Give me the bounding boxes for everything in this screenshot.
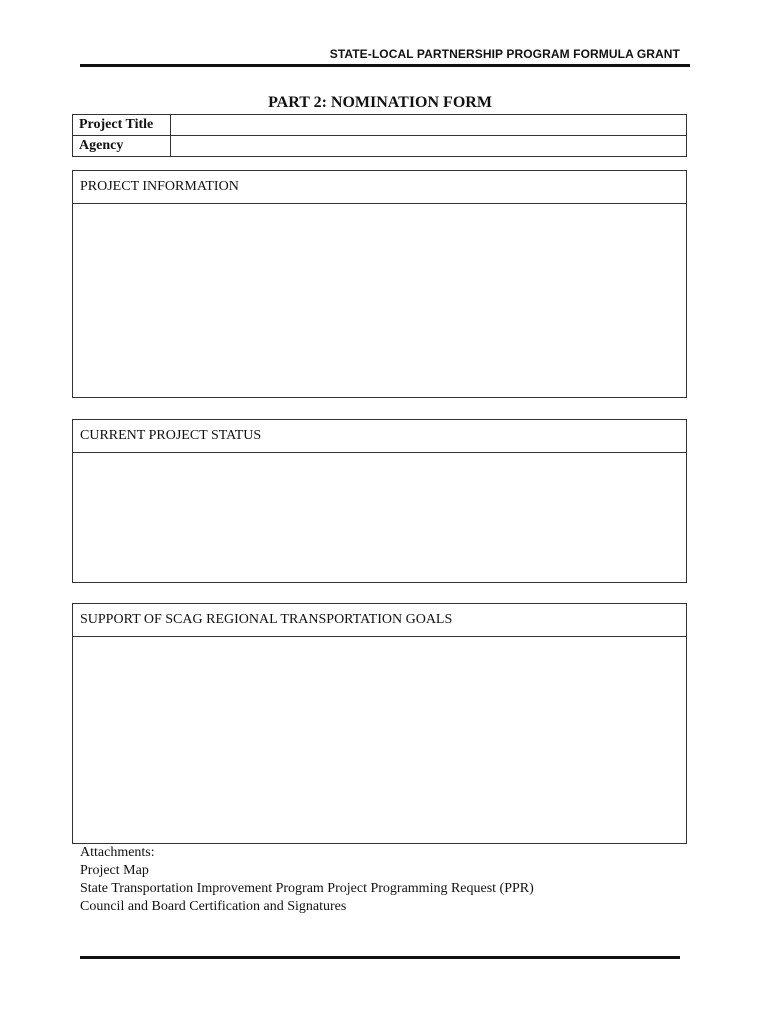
- attachment-item: Council and Board Certification and Signatures: [80, 899, 347, 914]
- footer-divider: [80, 956, 680, 959]
- header-divider: [80, 64, 690, 67]
- project-information-heading: PROJECT INFORMATION: [73, 171, 686, 204]
- agency-field[interactable]: [171, 136, 686, 156]
- project-information-section: [72, 170, 687, 398]
- project-title-cell: [171, 115, 687, 136]
- attachment-item: State Transportation Improvement Program Project Programming Request (PPR): [80, 881, 534, 896]
- current-project-status-heading: CURRENT PROJECT STATUS: [73, 420, 686, 453]
- form-title: PART 2: NOMINATION FORM: [268, 94, 492, 111]
- regional-goals-section: [72, 603, 687, 844]
- agency-cell: [171, 136, 687, 157]
- agency-label: Agency: [73, 136, 171, 157]
- agency-row: [73, 136, 687, 157]
- current-project-status-section: [72, 419, 687, 583]
- attachments-list: [80, 844, 534, 916]
- project-title-field[interactable]: [171, 115, 686, 135]
- current-project-status-field[interactable]: [73, 453, 686, 582]
- regional-goals-heading: SUPPORT OF SCAG REGIONAL TRANSPORTATION GOALS: [73, 604, 686, 637]
- attachments-heading: Attachments:: [80, 845, 155, 860]
- page-header-title: STATE-LOCAL PARTNERSHIP PROGRAM FORMULA GRANT: [329, 47, 680, 61]
- regional-goals-field[interactable]: [73, 637, 686, 843]
- project-title-row: [73, 115, 687, 136]
- project-information-field[interactable]: [73, 204, 686, 397]
- project-title-label: Project Title: [73, 115, 171, 136]
- attachment-item: Project Map: [80, 863, 149, 878]
- project-identification-table: [72, 114, 687, 157]
